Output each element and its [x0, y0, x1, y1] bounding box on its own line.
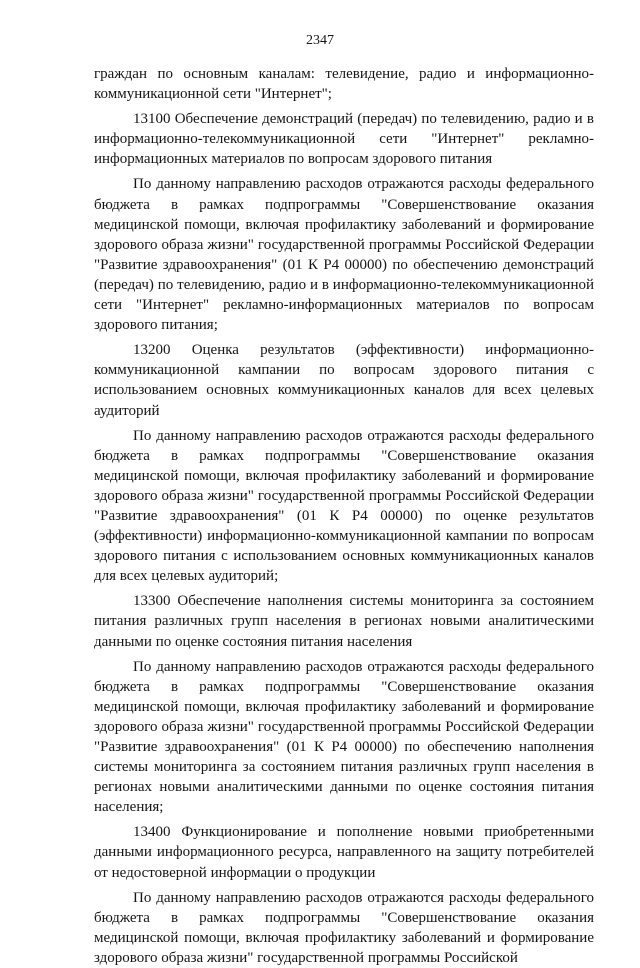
paragraph-code-13100-description: По данному направлению расходов отражаются расходы федерального бюджета в рамках подпрограммы "Совершенствование оказания медицинской помощи, включая профилактику заболеваний и формирование здорового образа жизни" государственной программы Российской Федерации "Развитие здравоохранения" (01 К Р4 00000) по обеспечению демонстраций (передач) по телевидению, радио и в информационно-телекоммуникационной сети "Интернет" рекламно-информационных материалов по вопросам здорового питания; [94, 176, 594, 334]
paragraph-code-13200-heading: 13200 Оценка результатов (эффективности) информационно-коммуникационной кампании по вопросам здорового питания с использованием основных коммуникационных каналов для всех целевых аудиторий [94, 342, 594, 419]
paragraph-code-13300-heading: 13300 Обеспечение наполнения системы мониторинга за состоянием питания различных групп населения в регионах новыми аналитическими данными по оценке состояния питания населения [94, 593, 594, 650]
paragraph-code-13300-description: По данному направлению расходов отражаются расходы федерального бюджета в рамках подпрограммы "Совершенствование оказания медицинской помощи, включая профилактику заболеваний и формирование здорового образа жизни" государственной программы Российской Федерации "Развитие здравоохранения" (01 К Р4 00000) по обеспечению наполнения системы мониторинга за состоянием питания различных групп населения в регионах новыми аналитическими данными по оценке состояния питания населения; [94, 658, 594, 816]
paragraph-code-13100-heading: 13100 Обеспечение демонстраций (передач) по телевидению, радио и в информационно-телекоммуникационной сети "Интернет" рекламно-информационных материалов по вопросам здорового питания [94, 111, 594, 168]
page-number: 2347 [306, 33, 334, 48]
document-body [94, 64, 594, 968]
paragraph-code-13400-heading: 13400 Функционирование и пополнение новыми приобретенными данными информационного ресурса, направленного на защиту потребителей от недостоверной информации о продукции [94, 824, 594, 881]
paragraph-code-13400-description: По данному направлению расходов отражаются расходы федерального бюджета в рамках подпрограммы "Совершенствование оказания медицинской помощи, включая профилактику заболеваний и формирование здорового образа жизни" государственной программы Российской [94, 889, 594, 966]
paragraph-continuation: граждан по основным каналам: телевидение, радио и информационно-коммуникационной сети "Интернет"; [94, 66, 594, 103]
paragraph-code-13200-description: По данному направлению расходов отражаются расходы федерального бюджета в рамках подпрограммы "Совершенствование оказания медицинской помощи, включая профилактику заболеваний и формирование здорового образа жизни" государственной программы Российской Федерации "Развитие здравоохранения" (01 К Р4 00000) по оценке результатов (эффективности) информационно-коммуникационной кампании по вопросам здорового питания с использованием основных коммуникационных каналов для всех целевых аудиторий; [94, 427, 594, 585]
